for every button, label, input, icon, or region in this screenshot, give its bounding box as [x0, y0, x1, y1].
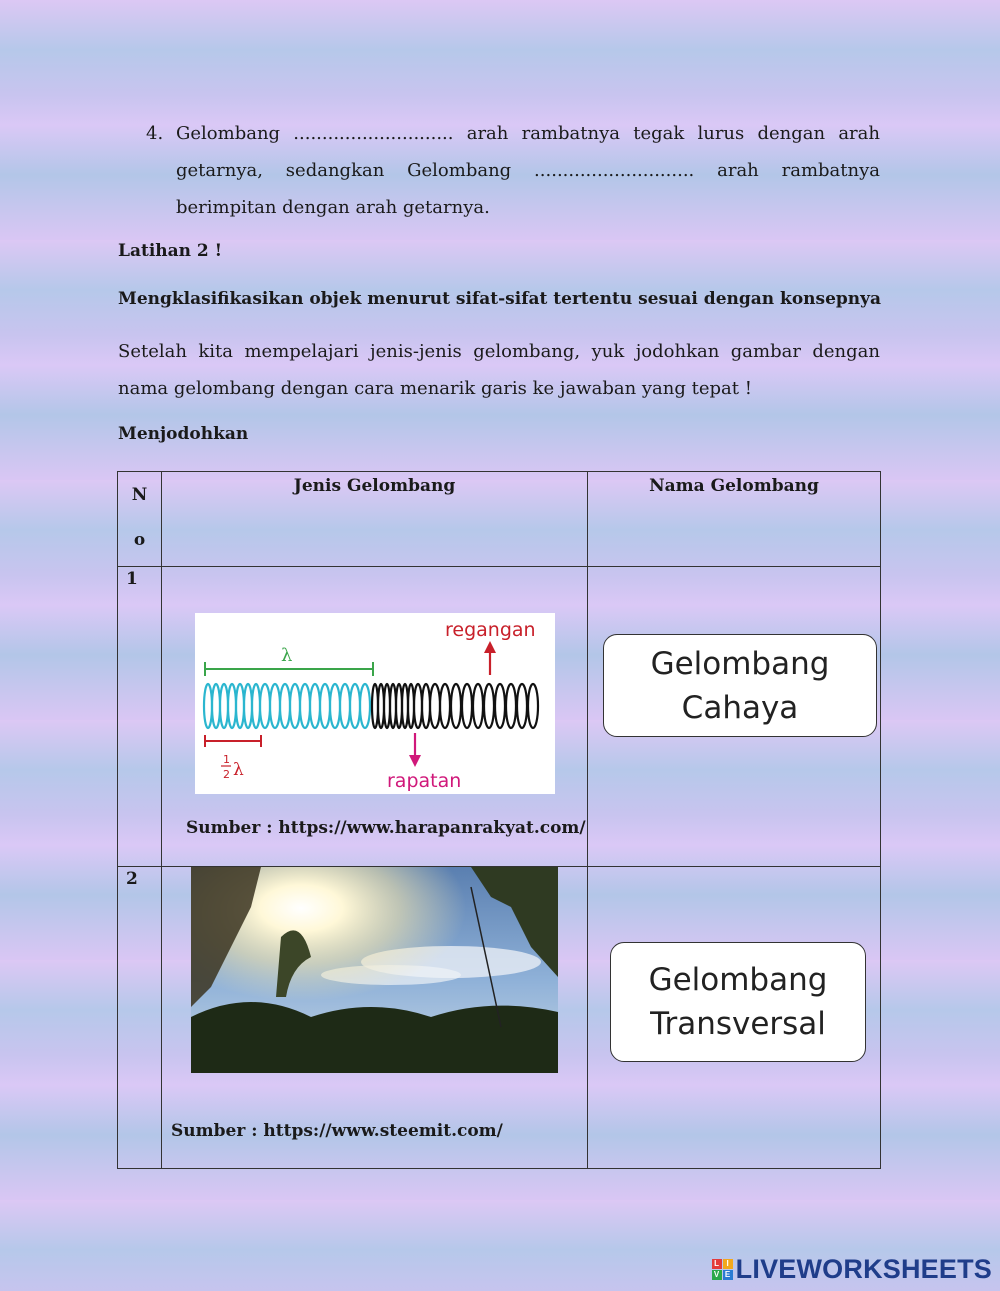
black-coils [372, 684, 538, 728]
answer-cell [588, 867, 881, 1169]
table-row [118, 867, 881, 1169]
answer-line-1: Gelombang [648, 962, 828, 998]
sun-image-cell [162, 867, 588, 1169]
half-den: 2 [223, 768, 230, 781]
answer-line-2: Cahaya [681, 689, 799, 726]
cyan-coils [204, 684, 370, 728]
header-nama: Nama Gelombang [588, 472, 881, 567]
table-header-row [118, 472, 881, 567]
header-no-line1: N [131, 485, 148, 505]
rapatan-arrowhead [409, 755, 421, 767]
lambda-label: λ [281, 645, 293, 666]
table-row [118, 567, 881, 867]
header-jenis: Jenis Gelombang [162, 472, 588, 567]
spring-wave-diagram [195, 613, 555, 794]
logo-text: LIVEWORKSHEETS [735, 1254, 992, 1284]
half-lambda-symbol: λ [233, 760, 244, 780]
header-no [118, 472, 162, 567]
matching-table [117, 471, 881, 1169]
instruction-paragraph: Setelah kita mempelajari jenis-jenis gelombang, yuk jodohkan gambar dengan nama gelombang dengan cara menarik garis ke jawaban yang tepat ! [118, 341, 880, 399]
question-4 [146, 115, 880, 226]
question-text: Gelombang ............................ arah rambatnya tegak lurus dengan arah getarnya, sedangkan Gelombang ............................ arah rambatnya berimpitan dengan arah getarnya. [176, 123, 880, 218]
row-number: 1 [118, 567, 162, 867]
answer-line-1: Gelombang [650, 645, 830, 682]
exercise-title: Latihan 2 ! [118, 241, 223, 261]
answer-box-gelombang-cahaya[interactable] [603, 634, 877, 737]
source-link-2[interactable]: Sumber : https://www.steemit.com/ [171, 1121, 503, 1141]
row-number: 2 [118, 867, 162, 1169]
answer-cell [588, 567, 881, 867]
answer-line-2: Transversal [650, 1006, 826, 1042]
spring-wave-image [195, 613, 555, 794]
badge-v: V [712, 1270, 722, 1280]
liveworksheets-logo [712, 1254, 992, 1285]
source-link-1[interactable]: Sumber : https://www.harapanrakyat.com/ [186, 818, 586, 838]
answer-box-gelombang-transversal[interactable] [610, 942, 866, 1062]
regangan-label: regangan [445, 619, 536, 641]
badge-i: I [723, 1259, 733, 1269]
half-num: 1 [223, 753, 230, 766]
header-no-line2: o [133, 530, 146, 550]
wave-image-cell [162, 567, 588, 867]
section-title: Menjodohkan [118, 424, 249, 444]
question-number: 4. [146, 123, 164, 144]
rapatan-label: rapatan [387, 770, 462, 792]
badge-e: E [723, 1270, 733, 1280]
live-badge-icon [712, 1259, 733, 1280]
objective-heading: Mengklasifikasikan objek menurut sifat-sifat tertentu sesuai dengan konsepnya [118, 289, 882, 309]
sunlight-photo [191, 867, 558, 1073]
badge-l: L [712, 1259, 722, 1269]
regangan-arrowhead [484, 641, 496, 653]
sunlight-photo-drawing [191, 867, 558, 1073]
